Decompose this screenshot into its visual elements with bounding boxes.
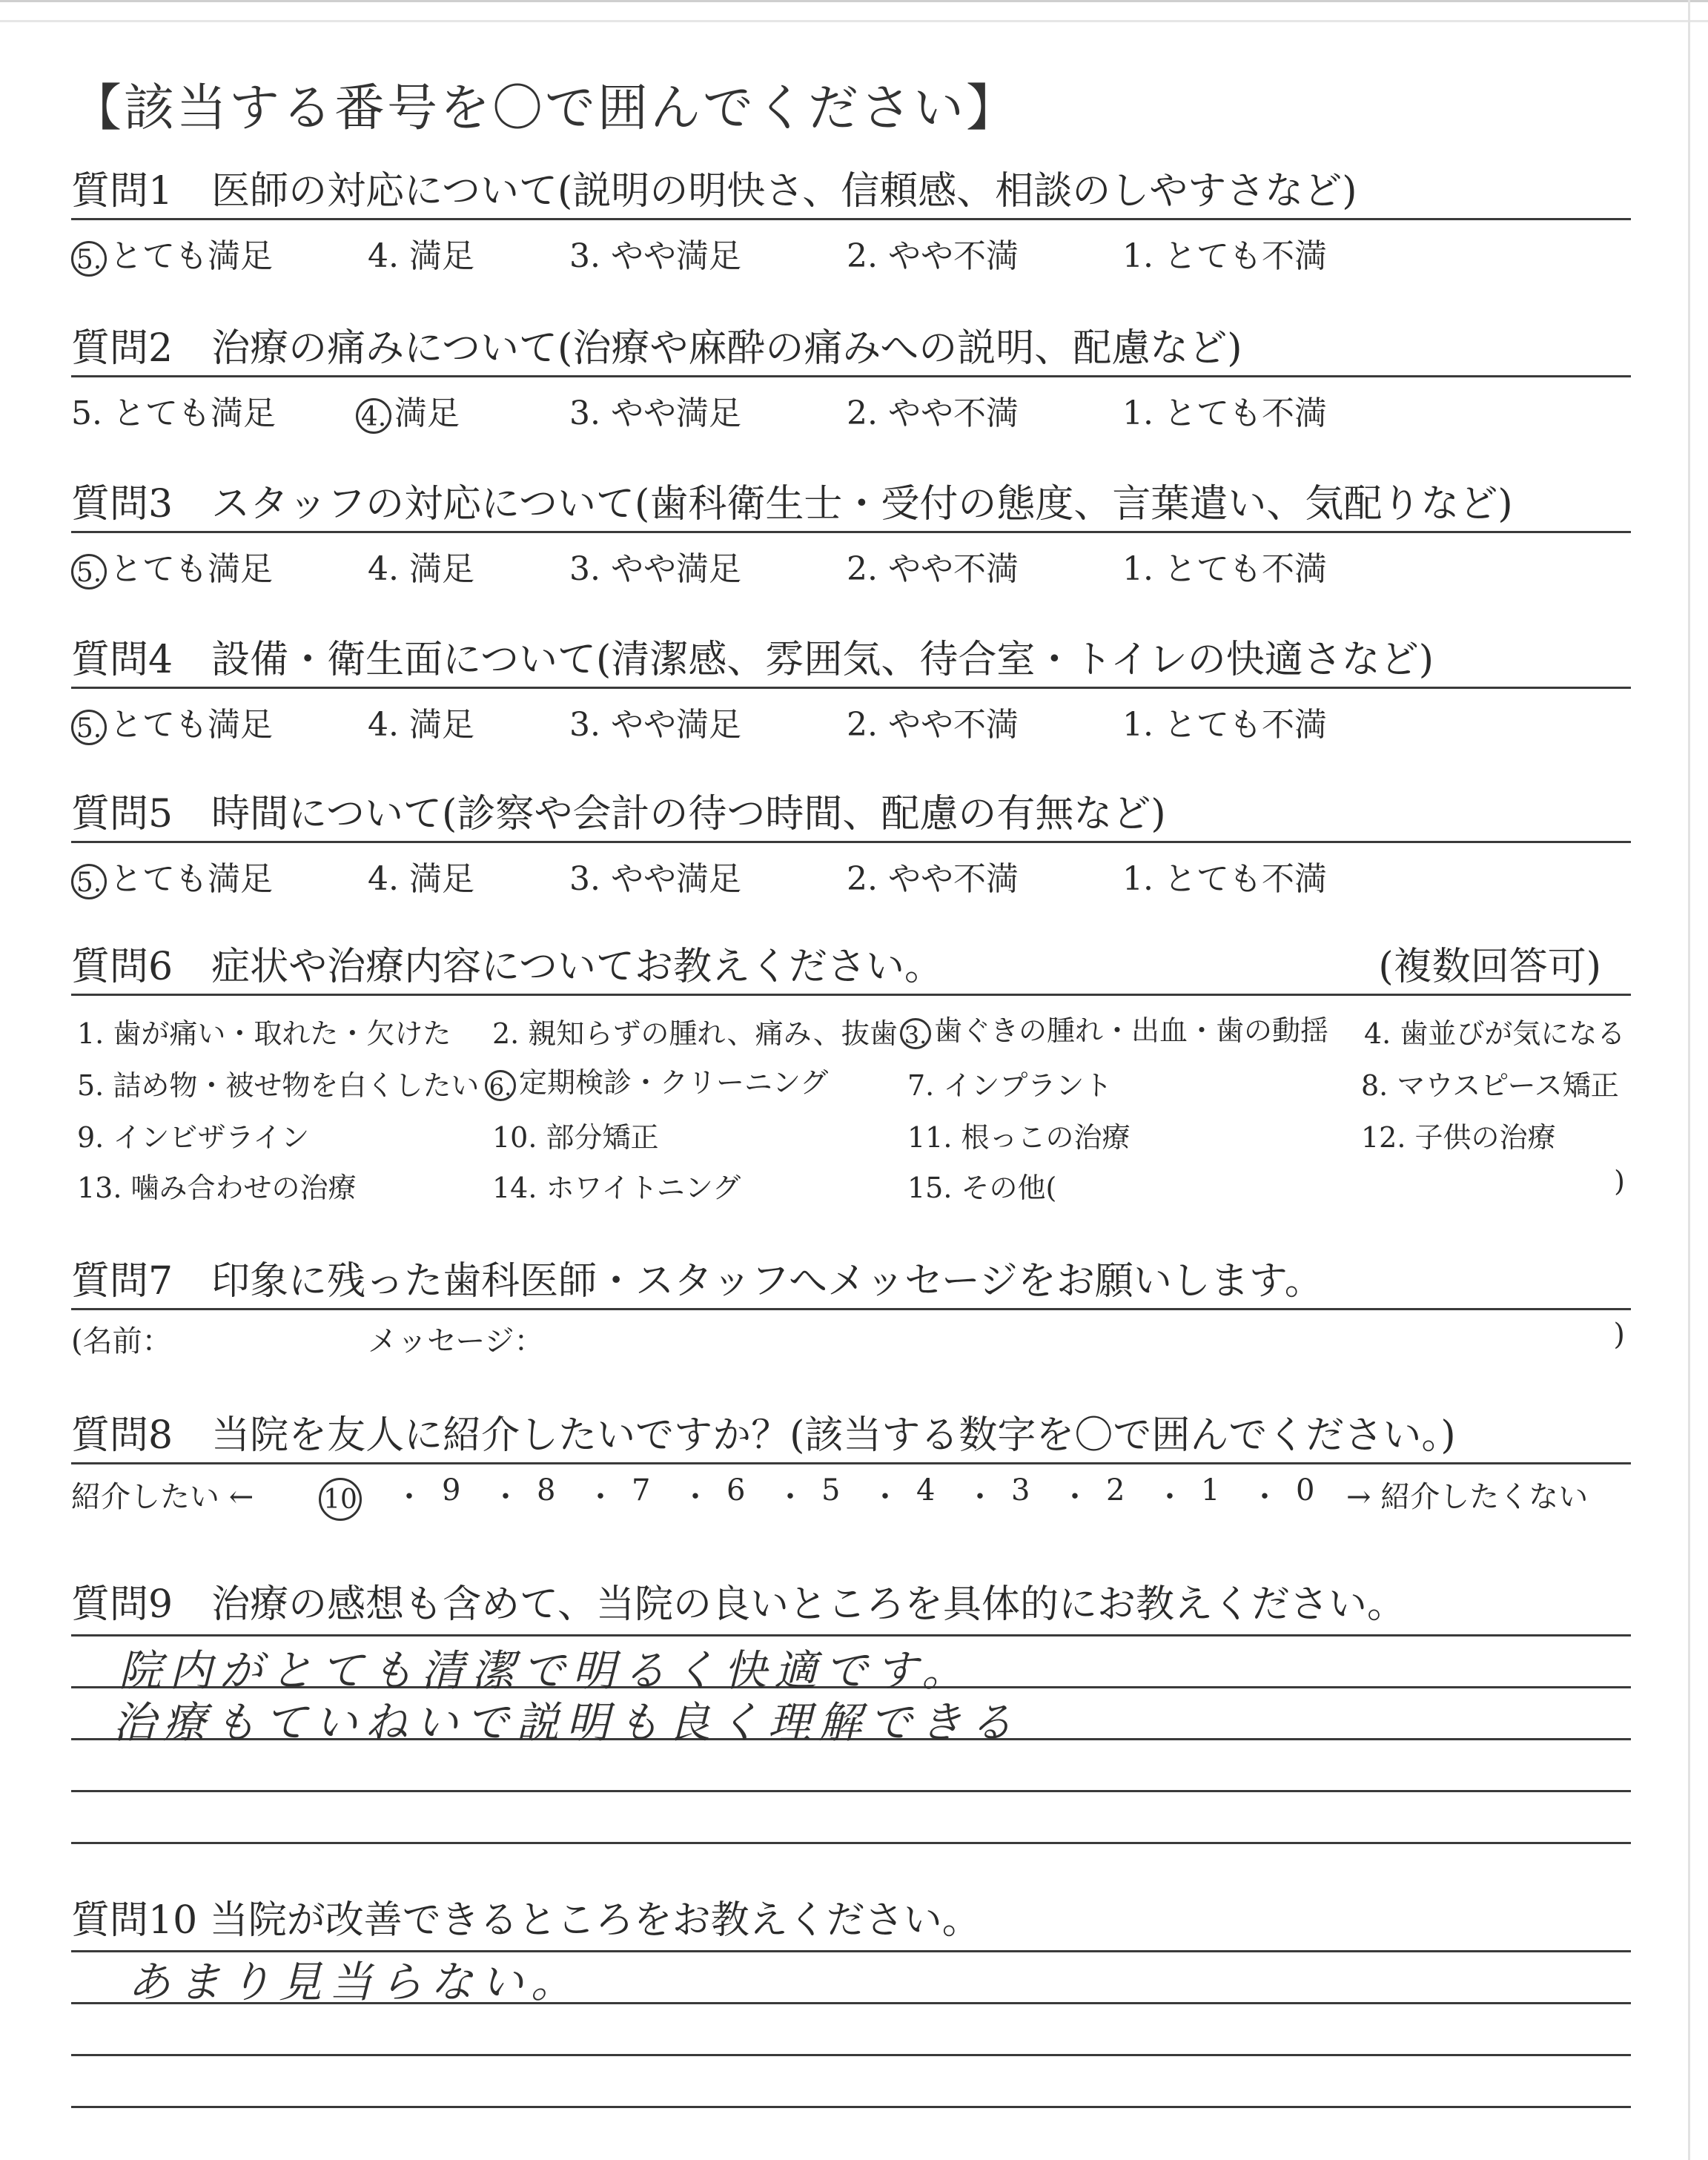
option-label: 定期検診・クリーニング (519, 1066, 829, 1099)
scale-left-label: 紹介したい ← (71, 1480, 254, 1514)
option-3[interactable]: 3. やや満足 (569, 237, 741, 275)
symptom-option-12[interactable]: 12. 子供の治療 (1361, 1121, 1556, 1154)
option-2[interactable]: 2. やや不満 (847, 550, 1019, 588)
scan-right-edge (1688, 0, 1708, 2160)
scale-value-5[interactable]: 5 (821, 1473, 841, 1507)
option-label: とても満足 (110, 237, 273, 275)
symptom-option-1[interactable]: 1. 歯が痛い・取れた・欠けた (77, 1017, 451, 1050)
selection-circle: 4. (356, 398, 391, 434)
question-4-options (71, 689, 1631, 744)
scale-value-7[interactable]: 7 (632, 1473, 651, 1507)
answer-line (71, 2106, 1631, 2108)
symptom-option-2[interactable]: 2. 親知らずの腫れ、痛み、抜歯 (492, 1017, 898, 1050)
option-3[interactable]: 3. やや満足 (569, 394, 741, 432)
scale-value-1[interactable]: 1 (1201, 1473, 1220, 1507)
question-3-options (71, 533, 1631, 588)
scale-value-6[interactable]: 6 (726, 1473, 746, 1507)
page-header: 【該当する番号を〇で囲んでください】 (71, 79, 1019, 138)
scan-top-edge (0, 0, 1708, 22)
option-3[interactable]: 3. やや満足 (569, 706, 741, 744)
question-1-options (71, 220, 1631, 275)
scale-dot: ・ (1250, 1480, 1280, 1514)
scale-value-2[interactable]: 2 (1106, 1473, 1125, 1507)
question-2 (71, 322, 1631, 432)
handwritten-answer-line-1: あまり見当らない。 (128, 1957, 582, 2007)
option-2[interactable]: 2. やや不満 (847, 706, 1019, 744)
question-3 (71, 478, 1631, 588)
question-1 (71, 165, 1631, 275)
question-3-title: 質問3 スタッフの対応について(歯科衛生士・受付の態度、言葉遣い、気配りなど) (71, 482, 1513, 526)
symptom-option-7[interactable]: 7. インプラント (907, 1069, 1113, 1102)
option-3[interactable]: 3. やや満足 (569, 550, 741, 588)
option-2[interactable]: 2. やや不満 (847, 394, 1019, 432)
option-1[interactable]: 1. とても不満 (1122, 706, 1327, 744)
handwritten-answer-line-1: 院内がとても清潔で明るく快適です。 (119, 1645, 973, 1696)
option-5[interactable]: 5. とても満足 (71, 394, 276, 432)
scale-dot: ・ (1155, 1480, 1185, 1514)
option-label: とても満足 (110, 706, 273, 744)
question-8 (71, 1409, 1631, 1516)
message-close-paren: ) (1613, 1318, 1625, 1352)
symptom-option-11[interactable]: 11. 根っこの治療 (907, 1121, 1131, 1154)
scale-dot: ・ (681, 1480, 710, 1514)
other-close-paren: ) (1614, 1165, 1625, 1198)
message-label: メッセージ： (368, 1324, 544, 1358)
scale-dot: ・ (965, 1480, 995, 1514)
scale-dot: ・ (870, 1480, 900, 1514)
answer-line (71, 2054, 1631, 2056)
question-10 (71, 1894, 1631, 1947)
scale-dot: ・ (491, 1480, 520, 1514)
option-2[interactable]: 2. やや不満 (847, 237, 1019, 275)
question-6-title (71, 940, 1631, 994)
scale-dot: ・ (586, 1480, 615, 1514)
question-2-title: 質問2 治療の痛みについて(治療や麻酔の痛みへの説明、配慮など) (71, 326, 1242, 371)
answer-line (71, 1790, 1631, 1792)
question-1-title: 質問1 医師の対応について(説明の明快さ、信頼感、相談のしやすさなど) (71, 169, 1357, 214)
option-1[interactable]: 1. とても不満 (1122, 860, 1327, 898)
option-2[interactable]: 2. やや不満 (847, 860, 1019, 898)
multiple-answers-note: (複数回答可) (1378, 945, 1601, 989)
scale-value-3[interactable]: 3 (1011, 1473, 1030, 1507)
question-6-label: 質問6 症状や治療内容についてお教えください。 (71, 945, 944, 989)
option-4[interactable]: 4. 満足 (368, 706, 474, 744)
question-4 (71, 633, 1631, 744)
selection-circle: 5. (71, 710, 107, 745)
symptom-option-9[interactable]: 9. インビザライン (77, 1121, 310, 1154)
question-7 (71, 1255, 1631, 1358)
symptom-option-8[interactable]: 8. マウスピース矯正 (1361, 1069, 1619, 1102)
question-7-title: 質問7 印象に残った歯科医師・スタッフへメッセージをお願いします。 (71, 1259, 1323, 1304)
handwritten-answer-line-2: 治療もていねいで説明も良く理解できる (113, 1697, 1021, 1748)
symptom-option-5[interactable]: 5. 詰め物・被せ物を白くしたい (77, 1069, 480, 1102)
option-1[interactable]: 1. とても不満 (1122, 550, 1327, 588)
scale-right-label: → 紹介したくない (1346, 1480, 1589, 1514)
question-6 (71, 940, 1631, 1211)
option-5-selected[interactable] (71, 698, 273, 745)
selection-circle: 3. (900, 1018, 931, 1049)
selection-circle: 5. (71, 554, 107, 589)
option-label: 歯ぐきの腫れ・出血・歯の動揺 (934, 1014, 1329, 1047)
symptom-option-3-selected[interactable] (900, 1008, 1328, 1049)
question-8-title: 質問8 当院を友人に紹介したいですか？(該当する数字を〇で囲んでください。) (71, 1413, 1456, 1458)
scale-dot: ・ (1060, 1480, 1090, 1514)
option-label: とても満足 (110, 860, 273, 898)
name-label: (名前： (71, 1324, 172, 1358)
symptom-option-10[interactable]: 10. 部分矯正 (492, 1121, 659, 1154)
selection-circle: 5. (71, 864, 107, 899)
question-2-options (71, 377, 1631, 432)
option-1[interactable]: 1. とても不満 (1122, 394, 1327, 432)
recommend-scale (71, 1464, 1631, 1516)
question-5-options (71, 843, 1631, 898)
option-3[interactable]: 3. やや満足 (569, 860, 741, 898)
question-5 (71, 787, 1631, 898)
option-label: とても満足 (110, 550, 273, 588)
question-4-title: 質問4 設備・衛生面について(清潔感、雰囲気、待合室・トイレの快適さなど) (71, 638, 1434, 682)
scale-dot: ・ (394, 1480, 424, 1514)
symptom-option-4[interactable]: 4. 歯並びが気になる (1364, 1017, 1626, 1050)
option-4[interactable]: 4. 満足 (368, 860, 474, 898)
scale-dot: ・ (775, 1480, 805, 1514)
option-1[interactable]: 1. とても不満 (1122, 237, 1327, 275)
question-9 (71, 1578, 1631, 1631)
symptom-options-grid (71, 996, 1631, 1211)
symptom-option-13[interactable]: 13. 噛み合わせの治療 (77, 1172, 357, 1204)
question-9-title: 質問9 治療の感想も含めて、当院の良いところを具体的にお教えください。 (71, 1582, 1406, 1627)
option-label: 満足 (394, 394, 460, 432)
option-4-selected[interactable] (356, 386, 460, 434)
scale-value-9[interactable]: 9 (442, 1473, 461, 1507)
answer-line (71, 1842, 1631, 1844)
symptom-option-6-selected[interactable] (485, 1060, 828, 1101)
option-4[interactable]: 4. 満足 (368, 237, 474, 275)
option-4[interactable]: 4. 満足 (368, 550, 474, 588)
message-row (71, 1310, 1631, 1358)
question-5-title: 質問5 時間について(診察や会計の待つ時間、配慮の有無など) (71, 792, 1166, 836)
selection-circle: 5. (71, 241, 107, 277)
option-5-selected[interactable] (71, 852, 273, 899)
selection-circle: 6. (485, 1070, 516, 1101)
question-10-title: 質問10 当院が改善できるところをお教えください。 (71, 1898, 981, 1943)
option-5-selected[interactable] (71, 229, 273, 277)
option-5-selected[interactable] (71, 542, 273, 589)
scale-value-8[interactable]: 8 (537, 1473, 556, 1507)
symptom-option-14[interactable]: 14. ホワイトニング (492, 1172, 741, 1204)
scale-value-0[interactable]: 0 (1296, 1473, 1315, 1507)
selection-circle: 10 (319, 1478, 362, 1521)
symptom-option-15-other[interactable]: 15. その他( (907, 1172, 1057, 1204)
scale-value-4[interactable]: 4 (916, 1473, 936, 1507)
